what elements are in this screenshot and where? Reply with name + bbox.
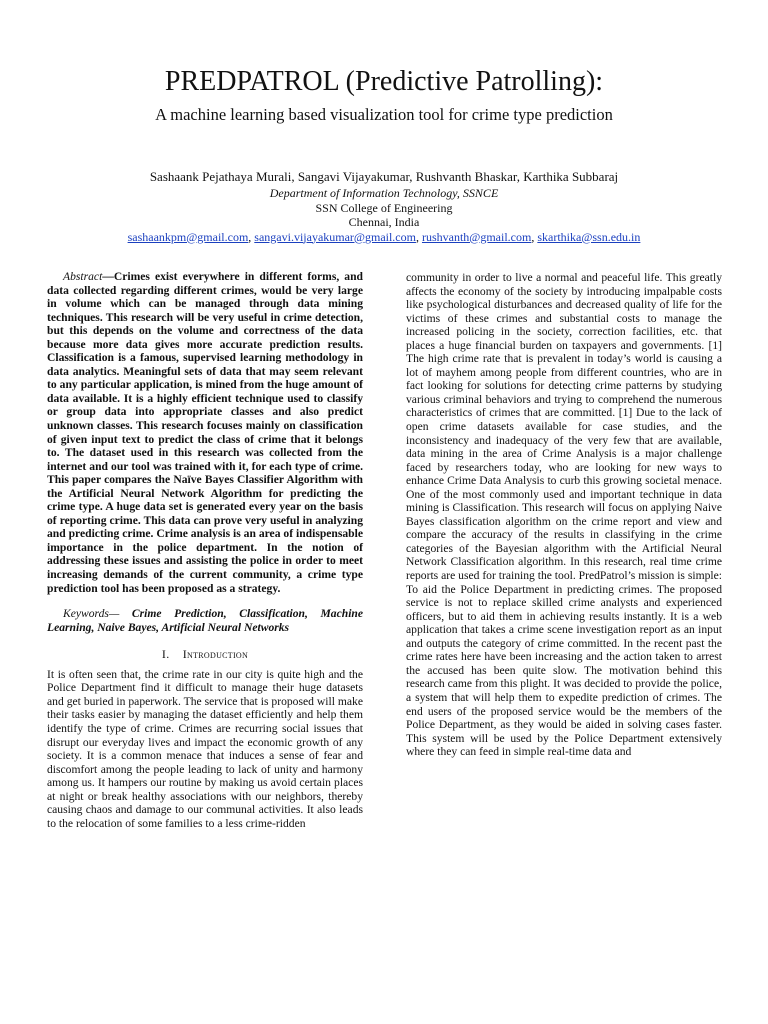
email-list: [0, 230, 768, 245]
paper-subtitle: A machine learning based visualization tool for crime type prediction: [155, 105, 613, 124]
email-link[interactable]: rushvanth@gmail.com: [421, 229, 532, 244]
email-link[interactable]: sashaankpm@gmail.com: [127, 229, 249, 244]
department: Department of Information Technology, SSNCE: [269, 186, 499, 200]
section-heading-introduction: [47, 648, 363, 662]
college: SSN College of Engineering: [315, 200, 453, 215]
abstract-dash: —: [102, 270, 114, 283]
keywords: [47, 607, 363, 634]
introduction-paragraph-left: It is often seen that, the crime rate in our city is quite high and the Police Department find it difficult to manage their huge datasets and get buried in paperwork. The service that is proposed will make their tasks easier by managing the dataset efficiently and help them identify the type of crime. Crimes are recurring social issues that disrupt our everyday lives and impact the economic growth of any society. It is a common menace that induces a sense of fear and discomfort among the people leading to lack of unity and harmony among us. It hampers our routine by making us avoid certain places at night or break healthy associations with our neighbors, thereby causing chaos and damage to our communal activities. It also leads to the relocation of some families to a less crime-ridden: [47, 667, 363, 830]
affiliation-block: [0, 186, 768, 244]
introduction-paragraph-right: community in order to live a normal and peaceful life. This greatly affects the economy of the society by introducing impalpable costs like psychological disturbances and decreased quality of life for the victims of these crimes and substantial costs to manage the increased policing in the society, correction facilities, etc. that places a huge financial burden on taxpayers and governments. [1] The high crime rate that is prevalent in today’s world is causing a lot of mayhem among people from different countries, who are in fact looking for solutions for detecting crime patterns by studying various criminal behaviors and trying to comprehend the numerous characteristics of crimes that are committed. [1] Due to the lack of open crime datasets available for case studies, and the inconsistency and inadequacy of the very few that are available, data mining in the area of Crime Analysis is a major challenge faced by researchers today, who are looking for new ways to enhance Crime Data Analysis to curb this growing societal menace. One of the most commonly used and important technique in data mining is Classification. This research will focus on applying Naive Bayes classification algorithm on the crime report and view and compare the accuracy of the results in classifying in the crime categories of the Bayesian algorithm with the Artificial Neural Network Classification algorithm. In this research, real time crime reports are used for training the tool. PredPatrol’s mission is simple: To aid the Police Department in predicting crimes. The proposed service is not to replace skilled crime analysts and experienced officers, but to aid them in achieving results instantly. It is a web application that takes a crime scene investigation report as an input and outputs the category of crime committed. In the recent past the crime rates here have been increasing and the action taken to arrest the accused has been quite slow. The motivation behind this research came from this plight. It was decided to provide the police, a system that will help them to expedite prediction of crimes. The end users of the proposed service would be the members of the Police Department, as they would be aided in solving cases faster. This system will be used by the Police Department extensively where they can feed in simple real-time data and: [406, 271, 722, 759]
keywords-lead: Keywords—: [63, 607, 132, 621]
location: Chennai, India: [348, 215, 420, 229]
paper-title: PREDPATROL (Predictive Patrolling):: [164, 66, 604, 97]
right-column: [406, 271, 722, 759]
left-column: [47, 270, 363, 830]
section-title: Introduction: [182, 647, 249, 662]
abstract-lead: Abstract: [63, 270, 103, 283]
email-separator: ,: [531, 229, 538, 244]
email-link[interactable]: skarthika@ssn.edu.in: [537, 229, 641, 244]
abstract-text: Crimes exist everywhere in different forms, and data collected regarding different crimes, would be very large in volume which can be managed through data mining techniques. This research will be very useful in crime detection, but this depends on the volume and correctness of the data because more data gives more accurate prediction results. Classification is a famous, supervised learning methodology in data analytics. Meaningful sets of data that may seem relevant to any particular application, is mined from the huge amount of data available. It is a highly efficient technique used to classify or group data into appropriate classes and also predict unknown classes. This research focuses mainly on classification of given input text to predict the class of crime that it belongs to. The dataset used in this research was collected from the internet and our tool was trained with it, for each type of crime. This paper compares the Naïve Bayes Classifier Algorithm with the Artificial Neural Network Algorithm for predicting the crime type. A huge data set is generated every year on the basis of reporting crime. This data can prove very useful in analyzing and predicting crime. Crime analysis is an area of indispensable importance in the police department. In the notion of addressing these issues and assisting the police in order to meet increasing demands of the current community, a crime type prediction tool has been proposed as a strategy.: [47, 270, 363, 595]
email-link[interactable]: sangavi.vijayakumar@gmail.com: [254, 229, 416, 244]
email-separator: ,: [248, 229, 255, 244]
email-separator: ,: [415, 229, 422, 244]
section-number: I.: [161, 647, 170, 662]
keywords-text: Crime Prediction, Classification, Machine Learning, Naive Bayes, Artificial Neural Networks: [47, 607, 364, 634]
author-list: Sashaank Pejathaya Murali, Sangavi Vijayakumar, Rushvanth Bhaskar, Karthika Subbaraj: [149, 169, 619, 184]
abstract: [47, 270, 363, 595]
